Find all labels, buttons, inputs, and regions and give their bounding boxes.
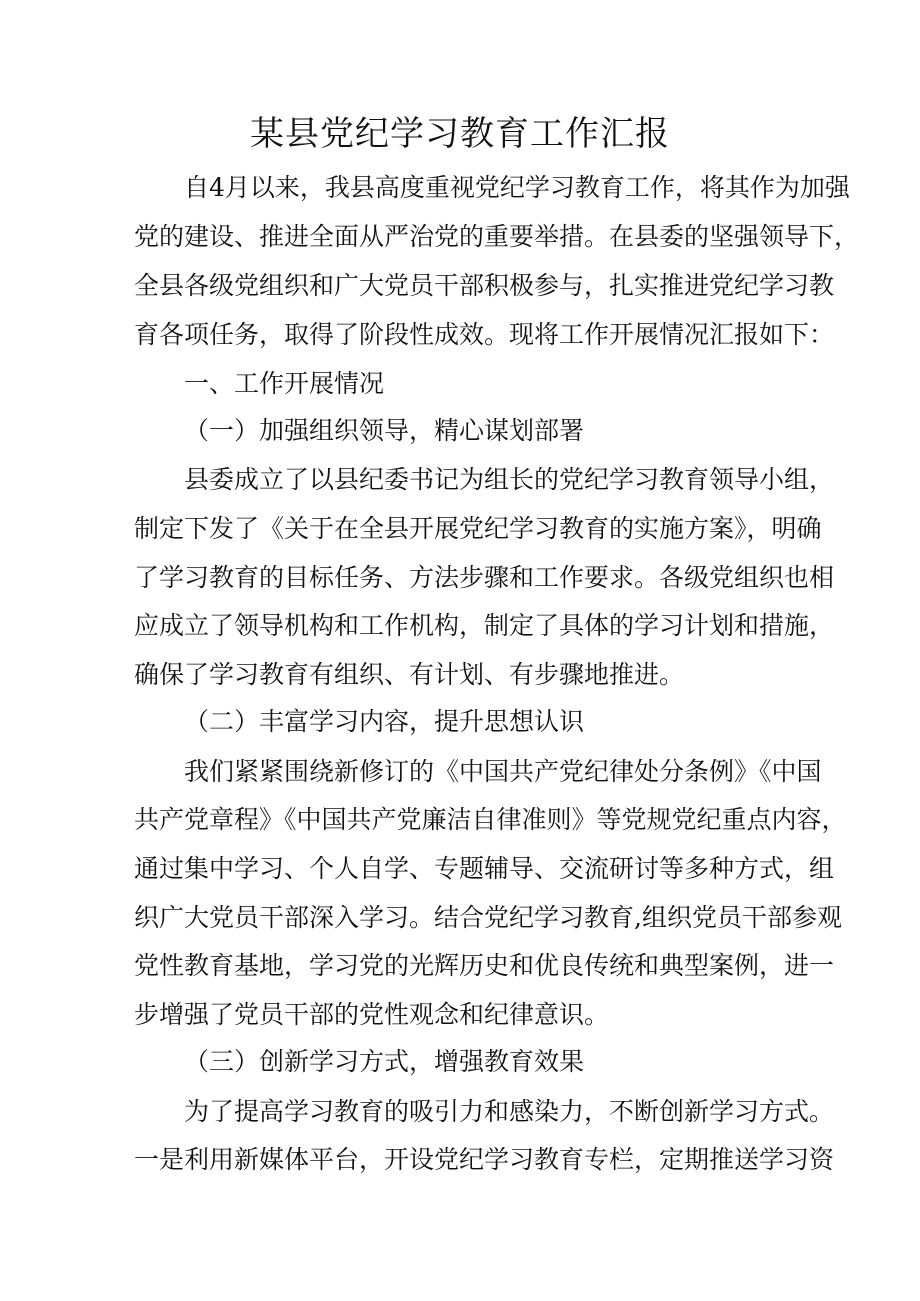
document-title: 某县党纪学习教育工作汇报 [250,114,670,154]
sub1-line-2: 制定下发了《关于在全县开展党纪学习教育的实施方案》，明确 [134,514,822,543]
intro-line-2: 党的建设、推进全面从严治党的重要举措。在县委的坚强领导下， [134,222,860,251]
sub1-line-3: 了学习教育的目标任务、方法步骤和工作要求。各级党组织也相 [134,563,835,592]
sub2-line-4: 织广大党员干部深入学习。结合党纪学习教育,组织党员干部参观 [134,903,842,932]
sub1-line-4: 应成立了领导机构和工作机构，制定了具体的学习计划和措施， [134,611,835,640]
intro-line-3: 全县各级党组织和广大党员干部积极参与，扎实推进党纪学习教 [134,271,835,300]
sub3-line-2: 一是利用新媒体平台，开设党纪学习教育专栏，定期推送学习资 [134,1145,835,1174]
sub1-line-5: 确保了学习教育有组织、有计划、有步骤地推进。 [134,660,685,689]
sub3-line-1: 为了提高学习教育的吸引力和感染力，不断创新学习方式。 [184,1097,835,1126]
section-heading-1: 一、工作开展情况 [184,369,385,398]
sub2-line-3: 通过集中学习、个人自学、专题辅导、交流研讨等多种方式，组 [134,854,835,883]
sub2-line-2: 共产党章程》《中国共产党廉洁自律准则》等党规党纪重点内容， [134,805,847,834]
sub2-line-6: 步增强了党员干部的党性观念和纪律意识。 [134,1000,610,1029]
intro-line-1: 自4月以来，我县高度重视党纪学习教育工作，将其作为加强 [184,173,850,202]
intro-line-4: 育各项任务，取得了阶段性成效。现将工作开展情况汇报如下： [134,320,835,349]
subsection-heading-3: （三）创新学习方式，增强教育效果 [184,1047,585,1076]
sub2-line-1: 我们紧紧围绕新修订的《中国共产党纪律处分条例》《中国 [184,757,822,786]
sub2-line-5: 党性教育基地，学习党的光辉历史和优良传统和典型案例，进一 [134,951,835,980]
subsection-heading-1: （一）加强组织领导，精心谋划部署 [184,416,585,445]
sub1-line-1: 县委成立了以县纪委书记为组长的党纪学习教育领导小组， [184,465,835,494]
subsection-heading-2: （二）丰富学习内容，提升思想认识 [184,707,585,736]
